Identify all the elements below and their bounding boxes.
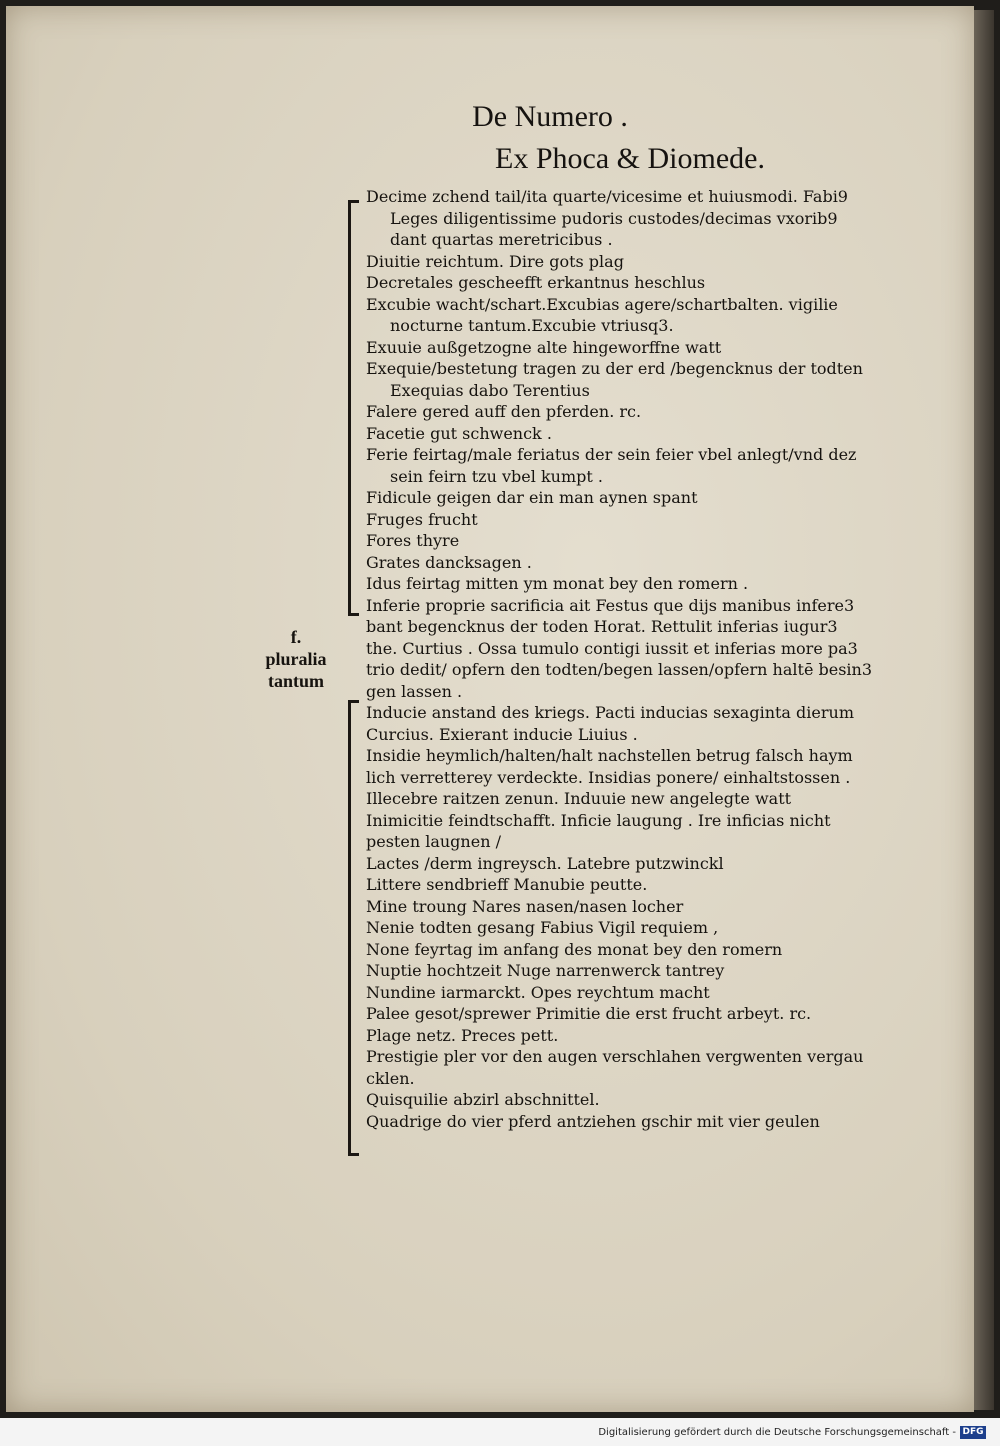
text-line: Illecebre raitzen zenun. Induuie new angelegte watt bbox=[366, 789, 792, 808]
text-line: Inducie anstand des kriegs. Pacti inducias sexaginta dierum bbox=[366, 703, 854, 722]
text-line: gen lassen . bbox=[366, 681, 463, 701]
page-edge bbox=[974, 10, 994, 1410]
text-line: trio dedit/ opfern den todten/begen lassen/opfern haltē besin3 bbox=[366, 660, 873, 679]
text-line: Decretales gescheefft erkantnus heschlus bbox=[366, 273, 706, 292]
text-line: nocturne tantum.Excubie vtriusq3. bbox=[390, 316, 674, 335]
text-line: Diuitie reichtum. Dire gots plag bbox=[366, 251, 624, 271]
text-line: the. Curtius . Ossa tumulo contigi iussit et inferias more pa3 bbox=[366, 638, 858, 658]
text-line: Exequias dabo Terentius bbox=[390, 380, 590, 400]
margin-note-line: pluralia bbox=[265, 649, 327, 669]
left-bracket-lower bbox=[348, 700, 359, 1156]
text-line: Exequie/bestetung tragen zu der erd /begencknus der todten bbox=[366, 359, 863, 378]
margin-note-line: tantum bbox=[267, 671, 324, 691]
text-line: pesten laugnen / bbox=[366, 832, 501, 851]
text-line: Inferie proprie sacrificia ait Festus que dijs manibus infere3 bbox=[366, 595, 855, 615]
text-line: Nenie todten gesang Fabius Vigil requiem , bbox=[366, 918, 719, 937]
text-line: Excubie wacht/schart.Excubias agere/schartbalten. vigilie bbox=[366, 294, 838, 314]
text-line: Palee gesot/sprewer Primitie die erst frucht arbeyt. rc. bbox=[366, 1004, 812, 1023]
page-subtitle: Ex Phoca & Diomede. bbox=[495, 142, 765, 175]
margin-note-line: f. bbox=[290, 627, 302, 647]
left-bracket-upper bbox=[348, 200, 359, 616]
footer-credit: Digitalisierung gefördert durch die Deutsche Forschungsgemeinschaft - bbox=[598, 1427, 956, 1438]
text-line: Fores thyre bbox=[366, 531, 460, 550]
body-text bbox=[366, 186, 956, 1132]
text-line: Nundine iarmarckt. Opes reychtum macht bbox=[366, 982, 710, 1002]
text-line: sein feirn tzu vbel kumpt . bbox=[390, 466, 603, 486]
text-line: Mine troung Nares nasen/nasen locher bbox=[366, 896, 684, 916]
text-line: Fidicule geigen dar ein man aynen spant bbox=[366, 488, 698, 507]
dfg-logo: DFG bbox=[960, 1426, 986, 1439]
text-line: Fruges frucht bbox=[366, 509, 478, 529]
text-line: None feyrtag im anfang des monat bey den romern bbox=[366, 939, 783, 959]
text-line: Falere gered auff den pferden. rc. bbox=[366, 402, 642, 421]
text-line: Quisquilie abzirl abschnittel. bbox=[366, 1090, 600, 1109]
page-title: De Numero . bbox=[472, 100, 628, 133]
text-line: Decime zchend tail/ita quarte/vicesime et huiusmodi. Fabi9 bbox=[366, 187, 848, 206]
text-line: Plage netz. Preces pett. bbox=[366, 1025, 559, 1045]
text-line: Curcius. Exierant inducie Liuius . bbox=[366, 724, 638, 744]
text-line: Lactes /derm ingreysch. Latebre putzwinckl bbox=[366, 853, 724, 873]
text-line: Insidie heymlich/halten/halt nachstellen betrug falsch haym bbox=[366, 746, 853, 765]
text-line: Prestigie pler vor den augen verschlahen vergwenten vergau bbox=[366, 1047, 864, 1066]
text-line: Exuuie außgetzogne alte hingeworffne watt bbox=[366, 337, 722, 357]
text-line: dant quartas meretricibus . bbox=[390, 230, 613, 249]
text-line: Leges diligentissime pudoris custodes/decimas vxorib9 bbox=[390, 208, 838, 228]
text-line: cklen. bbox=[366, 1068, 415, 1088]
text-line: Quadrige do vier pferd antziehen gschir mit vier geulen bbox=[366, 1111, 820, 1131]
text-line: Facetie gut schwenck . bbox=[366, 423, 552, 443]
text-line: lich verretterey verdeckte. Insidias ponere/ einhaltstossen . bbox=[366, 767, 851, 787]
margin-note bbox=[256, 626, 336, 692]
text-line: Nuptie hochtzeit Nuge narrenwerck tantrey bbox=[366, 961, 725, 980]
text-line: Ferie feirtag/male feriatus der sein feier vbel anlegt/vnd dez bbox=[366, 445, 857, 464]
text-line: Littere sendbrieff Manubie peutte. bbox=[366, 875, 648, 894]
text-line: Inimicitie feindtschafft. Inficie laugung . Ire inficias nicht bbox=[366, 810, 831, 830]
text-line: Grates dancksagen . bbox=[366, 552, 532, 572]
text-line: Idus feirtag mitten ym monat bey den romern . bbox=[366, 574, 749, 593]
text-line: bant begencknus der toden Horat. Rettulit inferias iugur3 bbox=[366, 617, 838, 636]
